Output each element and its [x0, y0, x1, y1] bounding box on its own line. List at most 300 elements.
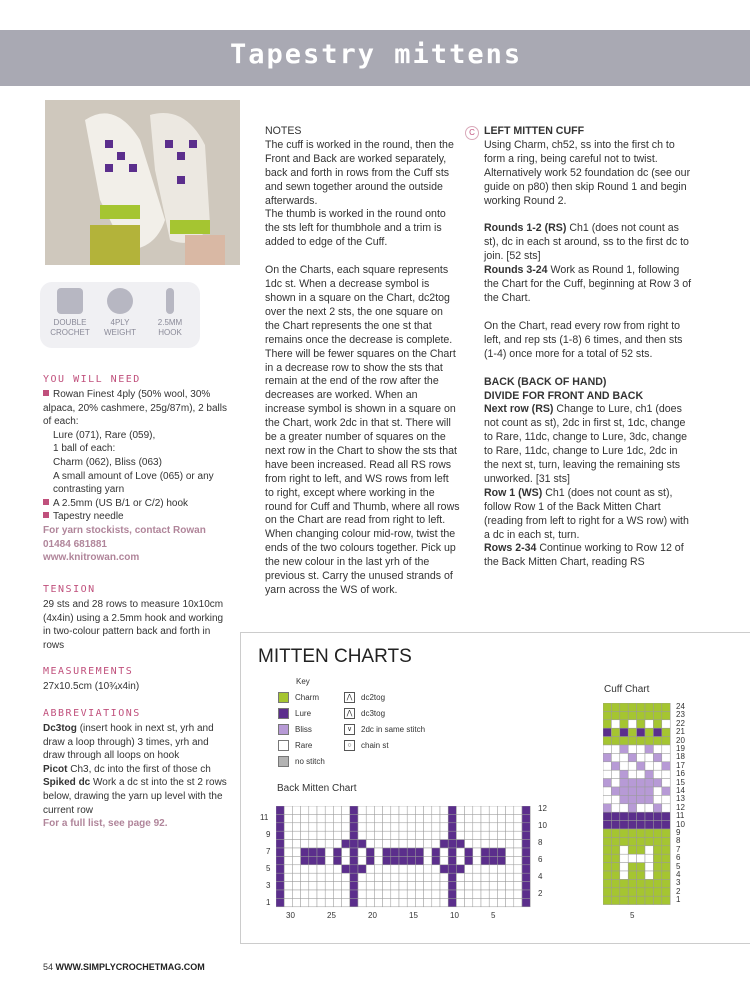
back-chart-cell — [489, 873, 497, 881]
back-chart-cell — [415, 898, 423, 906]
back-chart-cell — [358, 856, 366, 864]
cuff-chart-cell — [653, 812, 661, 820]
back-chart-cell — [317, 898, 325, 906]
back-chart-cell — [473, 890, 481, 898]
back-chart-cell — [497, 865, 505, 873]
back-chart-cell — [407, 856, 415, 864]
back-chart-cell — [284, 823, 292, 831]
back-chart-cell — [473, 840, 481, 848]
back-chart-cell — [309, 865, 317, 873]
cuff-right-axis-label: 5 — [676, 861, 681, 871]
back-chart-cell — [440, 814, 448, 822]
back-chart-cell — [424, 814, 432, 822]
back-chart-cell — [465, 806, 473, 814]
back-chart-cell — [424, 848, 432, 856]
back-chart-cell — [415, 865, 423, 873]
back-chart-cell — [514, 806, 522, 814]
notes-heading: NOTES — [265, 125, 302, 137]
cuff-chart-cell — [603, 888, 611, 896]
back-chart-cell — [481, 848, 489, 856]
key-swatch-label: Lure — [295, 709, 312, 718]
cuff-right-axis-label: 7 — [676, 844, 681, 854]
cuff-chart-cell — [628, 762, 636, 770]
back-chart-cell — [333, 814, 341, 822]
back-chart-cell — [333, 865, 341, 873]
back-right-axis-label: 4 — [538, 872, 543, 881]
cuff-chart-cell — [611, 879, 619, 887]
you-will-need-list — [43, 388, 233, 565]
back-chart-cell — [489, 848, 497, 856]
back-chart-cell — [358, 890, 366, 898]
back-chart-cell — [342, 823, 350, 831]
cuff-chart-cell — [611, 863, 619, 871]
back-chart-cell — [514, 890, 522, 898]
back-chart-cell — [489, 882, 497, 890]
back-chart-cell — [407, 873, 415, 881]
cuff-chart-cell — [645, 795, 653, 803]
cuff-right-axis-label: 1 — [676, 895, 681, 905]
bullet — [43, 499, 49, 505]
back-chart-cell — [391, 806, 399, 814]
cuff-chart-cell — [645, 779, 653, 787]
cuff-chart-cell — [637, 854, 645, 862]
back-chart-cell — [399, 823, 407, 831]
cuff-chart-cell — [662, 854, 670, 862]
back-chart-cell — [350, 856, 358, 864]
back-chart-cell — [374, 848, 382, 856]
cuff-chart-cell — [662, 745, 670, 753]
back-chart-cell — [350, 848, 358, 856]
back-chart-cell — [407, 890, 415, 898]
bullet — [43, 512, 49, 518]
back-left-axis-label: 11 — [260, 813, 269, 822]
back-chart-cell — [317, 840, 325, 848]
back-chart-cell — [497, 848, 505, 856]
cuff-chart-cell — [645, 871, 653, 879]
back-chart-cell — [342, 890, 350, 898]
back-chart-cell — [489, 831, 497, 839]
back-chart-cell — [481, 814, 489, 822]
back-chart-cell — [522, 831, 530, 839]
cuff-chart-cell — [662, 787, 670, 795]
back-chart-cell — [514, 882, 522, 890]
back-chart-cell — [514, 840, 522, 848]
cuff-chart-cell — [611, 703, 619, 711]
cuff-right-axis-label: 17 — [676, 760, 685, 770]
cuff-chart-cell — [603, 804, 611, 812]
materials-hook — [43, 497, 233, 511]
back-chart-cell — [325, 865, 333, 873]
cuff-chart-cell — [645, 854, 653, 862]
cuff-chart-cell — [653, 879, 661, 887]
back-chart-cell — [465, 814, 473, 822]
back-heading: BACK (BACK OF HAND) — [484, 375, 607, 388]
back-chart-cell — [440, 865, 448, 873]
back-chart-cell — [489, 823, 497, 831]
back-chart-cell — [522, 840, 530, 848]
cuff-chart-cell — [637, 795, 645, 803]
back-chart-cell — [317, 848, 325, 856]
back-chart-cell — [424, 882, 432, 890]
back-chart-cell — [333, 898, 341, 906]
cuff-chart-cell — [620, 871, 628, 879]
cuff-chart-cell — [628, 787, 636, 795]
back-chart-cell — [342, 814, 350, 822]
cuff-chart-cell — [637, 745, 645, 753]
cuff-right-axis-label: 15 — [676, 777, 685, 787]
back-chart-cell — [333, 882, 341, 890]
cuff-chart-title: Cuff Chart — [604, 684, 650, 695]
cuff-chart-cell — [645, 888, 653, 896]
cuff-chart-cell — [645, 737, 653, 745]
back-chart-cell — [366, 873, 374, 881]
cuff-chart-cell — [662, 837, 670, 845]
back-chart-cell — [366, 898, 374, 906]
abbr-text: (insert hook in next st, yrh and draw a loop through) 3 times, yrh and draw through all loops on hook — [43, 723, 214, 762]
cuff-chart-cell — [662, 879, 670, 887]
cuff-chart-cell — [645, 770, 653, 778]
back-chart-cell — [407, 814, 415, 822]
back-chart-cell — [309, 848, 317, 856]
back-chart-cell — [465, 873, 473, 881]
cuff-bottom-axis-label: 5 — [630, 911, 635, 920]
back-chart-cell — [350, 898, 358, 906]
cuff-chart-cell — [620, 703, 628, 711]
back-chart-cell — [391, 840, 399, 848]
key-symbol-label: dc3tog — [361, 709, 386, 718]
cuff-chart-cell — [603, 720, 611, 728]
cuff-paragraph: Alternatively work 52 foundation dc (see our guide on p80) then skip Round 1 and begin working Round 2. — [484, 166, 691, 207]
cuff-chart-cell — [620, 821, 628, 829]
back-chart-cell — [358, 823, 366, 831]
key-symbol: ○ — [344, 740, 355, 751]
back-chart-cell — [325, 814, 333, 822]
cuff-chart-cell — [645, 753, 653, 761]
back-row-1 — [484, 487, 694, 543]
cuff-chart-cell — [620, 804, 628, 812]
cuff-chart-cell — [620, 854, 628, 862]
back-rows-2-34 — [484, 542, 694, 570]
back-chart-cell — [497, 890, 505, 898]
back-chart-cell — [358, 882, 366, 890]
back-chart-cell — [497, 856, 505, 864]
back-chart-cell — [522, 882, 530, 890]
back-chart-cell — [465, 865, 473, 873]
key-swatch-label: no stitch — [295, 757, 325, 766]
back-chart-cell — [325, 840, 333, 848]
cuff-right-axis-label: 11 — [676, 811, 685, 821]
back-chart-cell — [358, 814, 366, 822]
back-chart-cell — [383, 848, 391, 856]
back-chart-cell — [456, 856, 464, 864]
cuff-chart-cell — [637, 779, 645, 787]
back-bottom-axis-label: 20 — [368, 911, 377, 920]
double-crochet-badge — [46, 288, 94, 338]
cuff-chart-cell — [662, 812, 670, 820]
cuff-right-axis-label: 6 — [676, 853, 681, 863]
back-chart-cell — [465, 823, 473, 831]
back-chart-cell — [497, 814, 505, 822]
notes-paragraph: The cuff is worked in the round, then the Front and Back are worked separately, back and forth in rows from the Cuff sts and sewn together around the outside afterwards. — [265, 138, 454, 207]
back-chart-cell — [432, 882, 440, 890]
back-chart-cell — [432, 814, 440, 822]
back-subheading: DIVIDE FOR FRONT AND BACK — [484, 389, 644, 402]
key-symbol-label: chain st — [361, 741, 389, 750]
back-chart-cell — [440, 890, 448, 898]
back-chart-cell — [506, 873, 514, 881]
back-chart-cell — [325, 856, 333, 864]
back-chart-cell — [301, 831, 309, 839]
back-bottom-axis-label: 15 — [409, 911, 418, 920]
cuff-chart-cell — [620, 787, 628, 795]
row-text: Work as Round 1, following the Chart for the Cuff, beginning at Row 3 of the Chart. — [484, 264, 692, 304]
back-chart-cell — [276, 882, 284, 890]
back-chart-cell — [522, 814, 530, 822]
back-bottom-axis-label: 25 — [327, 911, 336, 920]
back-chart-cell — [415, 873, 423, 881]
back-chart-cell — [514, 823, 522, 831]
cuff-right-axis-label: 2 — [676, 886, 681, 896]
back-chart-cell — [333, 806, 341, 814]
abbr-picot — [43, 763, 233, 777]
back-chart-cell — [342, 831, 350, 839]
back-chart-cell — [374, 856, 382, 864]
back-chart-cell — [325, 882, 333, 890]
key-swatch — [278, 692, 289, 703]
cuff-chart-cell — [645, 896, 653, 904]
cuff-chart-cell — [637, 837, 645, 845]
back-chart-cell — [448, 898, 456, 906]
back-chart-cell — [366, 882, 374, 890]
back-chart-cell — [342, 882, 350, 890]
row-text: Change to Lure, ch1 (does not count as st), 2dc in first st, 1dc, change to Rare, 11dc, change to Lure, 3dc, change to Rare, 11dc, change to Lure 1dc, 2dc in the next st, turn, leaving the remaining sts unworked. [31 sts] — [484, 403, 687, 485]
back-chart-cell — [350, 823, 358, 831]
back-chart-cell — [514, 873, 522, 881]
back-chart-cell — [407, 865, 415, 873]
cuff-chart-cell — [611, 770, 619, 778]
abbr-text: Ch3, dc into the first of those ch — [70, 763, 211, 775]
back-chart-cell — [317, 831, 325, 839]
back-chart-cell — [333, 823, 341, 831]
back-left-axis-label: 5 — [266, 864, 271, 873]
cuff-chart-cell — [611, 837, 619, 845]
back-chart-cell — [309, 806, 317, 814]
back-chart-cell — [333, 840, 341, 848]
back-chart-cell — [473, 814, 481, 822]
back-chart-cell — [473, 806, 481, 814]
back-left-axis-label: 3 — [266, 881, 271, 890]
back-chart-cell — [481, 898, 489, 906]
cuff-chart-cell — [620, 728, 628, 736]
back-chart-cell — [456, 873, 464, 881]
back-chart-cell — [514, 898, 522, 906]
back-chart-cell — [407, 848, 415, 856]
cuff-chart-cell — [603, 737, 611, 745]
back-chart-cell — [415, 814, 423, 822]
cuff-chart-cell — [620, 795, 628, 803]
icon-label: CROCHET — [50, 328, 90, 337]
cuff-chart-cell — [653, 711, 661, 719]
back-chart-cell — [514, 865, 522, 873]
cuff-chart-cell — [662, 720, 670, 728]
cuff-chart-cell — [628, 821, 636, 829]
back-chart-cell — [489, 806, 497, 814]
back-chart-cell — [366, 848, 374, 856]
back-chart-cell — [465, 856, 473, 864]
back-chart-cell — [514, 831, 522, 839]
back-chart-cell — [276, 806, 284, 814]
back-chart-cell — [448, 806, 456, 814]
icon-label: WEIGHT — [104, 328, 136, 337]
cuff-chart-cell — [628, 871, 636, 879]
cuff-chart-cell — [628, 728, 636, 736]
cuff-chart-cell — [653, 703, 661, 711]
back-chart-cell — [432, 873, 440, 881]
cuff-chart-cell — [603, 879, 611, 887]
cuff-chart-cell — [645, 745, 653, 753]
abbr-term: Spiked dc — [43, 777, 91, 789]
back-chart-cell — [448, 882, 456, 890]
back-chart-cell — [309, 831, 317, 839]
cuff-chart-cell — [637, 753, 645, 761]
back-chart-cell — [481, 856, 489, 864]
back-chart-cell — [358, 865, 366, 873]
hook-badge — [146, 288, 194, 338]
cuff-chart-cell — [637, 804, 645, 812]
back-chart-cell — [456, 831, 464, 839]
back-chart-cell — [473, 873, 481, 881]
back-chart-cell — [301, 856, 309, 864]
back-chart-cell — [391, 814, 399, 822]
bullet — [43, 390, 49, 396]
back-chart-cell — [432, 806, 440, 814]
yarn-ball-icon — [107, 288, 133, 314]
key-symbol: ⋀ — [344, 708, 355, 719]
back-chart-cell — [415, 882, 423, 890]
back-chart-cell — [473, 898, 481, 906]
back-chart-cell — [301, 806, 309, 814]
back-chart-cell — [350, 814, 358, 822]
abbr-dc3tog — [43, 722, 233, 763]
cuff-chart-cell — [653, 762, 661, 770]
instructions-column — [484, 125, 694, 570]
back-chart-cell — [481, 882, 489, 890]
notes-paragraph: On the Charts, each square represents 1dc st. When a decrease symbol is shown in a square on the Chart, dc2tog over the next 2 sts, the one square on the Chart represents the one st that remains once the decrease is complete. There will be fewer squares on the Chart in a decrease row to show the sts that remain at the end of the row after the decreases are worked. When an increase symbol is shown in a square on the Chart, work 2dc in that st. There will be a greater number of squares on the next row in the Chart to show the sts that have been increased. Read all RS rows from right to left, and WS rows from left to right, except where working in the round for Cuff and Thumb, where all rows on the Chart are read from right to left. — [265, 264, 460, 527]
row-term: Row 1 (WS) — [484, 486, 543, 499]
cuff-chart-cell — [620, 812, 628, 820]
cuff-chart-cell — [653, 863, 661, 871]
back-chart-cell — [424, 873, 432, 881]
back-right-axis-label: 10 — [538, 821, 547, 830]
cuff-chart — [603, 703, 673, 907]
needle-text: Tapestry needle — [53, 511, 124, 523]
cuff-chart-cell — [620, 779, 628, 787]
back-chart-cell — [473, 823, 481, 831]
cuff-right-axis-label: 10 — [676, 819, 685, 829]
back-right-axis-label: 6 — [538, 855, 543, 864]
back-chart-cell — [342, 848, 350, 856]
back-chart-cell — [301, 898, 309, 906]
back-chart-cell — [448, 890, 456, 898]
back-chart-cell — [342, 856, 350, 864]
cuff-right-axis-label: 19 — [676, 744, 685, 753]
back-chart-cell — [407, 823, 415, 831]
cuff-chart-cell — [603, 829, 611, 837]
back-chart-cell — [506, 856, 514, 864]
back-chart-cell — [325, 831, 333, 839]
back-chart-cell — [301, 882, 309, 890]
icon-label: 4PLY — [110, 318, 130, 327]
left-cuff-heading: LEFT MITTEN CUFF — [484, 125, 585, 137]
cuff-chart-cell — [662, 795, 670, 803]
back-chart-cell — [465, 840, 473, 848]
back-chart-cell — [292, 806, 300, 814]
back-chart-cell — [440, 831, 448, 839]
back-chart-cell — [301, 890, 309, 898]
back-chart-cell — [415, 848, 423, 856]
cuff-chart-cell — [637, 762, 645, 770]
page-number: 54 — [43, 962, 54, 972]
cuff-chart-cell — [611, 804, 619, 812]
back-chart-cell — [489, 865, 497, 873]
cuff-chart-cell — [645, 879, 653, 887]
cuff-right-axis-label: 14 — [676, 786, 685, 795]
back-chart-cell — [465, 898, 473, 906]
back-chart-cell — [342, 806, 350, 814]
back-chart-cell — [407, 806, 415, 814]
back-chart-cell — [391, 848, 399, 856]
cuff-chart-cell — [662, 753, 670, 761]
back-chart-cell — [374, 882, 382, 890]
back-chart-cell — [333, 831, 341, 839]
back-chart-cell — [399, 898, 407, 906]
back-left-axis-label: 9 — [266, 830, 271, 839]
back-chart-cell — [399, 814, 407, 822]
cuff-chart-cell — [662, 804, 670, 812]
back-chart-cell — [317, 890, 325, 898]
cuff-chart-cell — [611, 737, 619, 745]
back-chart-cell — [333, 890, 341, 898]
cuff-chart-cell — [603, 745, 611, 753]
back-chart-cell — [309, 814, 317, 822]
back-chart-cell — [350, 882, 358, 890]
back-chart-cell — [292, 856, 300, 864]
back-chart-cell — [497, 873, 505, 881]
cuff-chart-cell — [628, 804, 636, 812]
cuff-chart-cell — [637, 888, 645, 896]
back-chart-cell — [440, 823, 448, 831]
page-footer — [43, 962, 205, 972]
back-chart-cell — [301, 873, 309, 881]
cuff-paragraph: Using Charm, ch52, ss into the first ch to form a ring, being careful not to twist. — [484, 138, 675, 165]
back-chart-cell — [506, 814, 514, 822]
back-chart-cell — [333, 856, 341, 864]
back-chart-cell — [292, 865, 300, 873]
back-chart-cell — [383, 814, 391, 822]
back-chart-cell — [440, 840, 448, 848]
cuff-chart-cell — [603, 703, 611, 711]
footer-website[interactable]: WWW.SIMPLYCROCHETMAG.COM — [55, 962, 205, 972]
back-chart-cell — [506, 865, 514, 873]
back-chart-cell — [284, 898, 292, 906]
back-chart-cell — [391, 831, 399, 839]
key-swatch-label: Charm — [295, 693, 320, 702]
back-chart-cell — [440, 806, 448, 814]
stockist-website[interactable]: www.knitrowan.com — [43, 552, 140, 564]
cuff-chart-cell — [653, 728, 661, 736]
back-chart-cell — [399, 882, 407, 890]
full-list-link[interactable]: For a full list, see page 92. — [43, 818, 168, 830]
